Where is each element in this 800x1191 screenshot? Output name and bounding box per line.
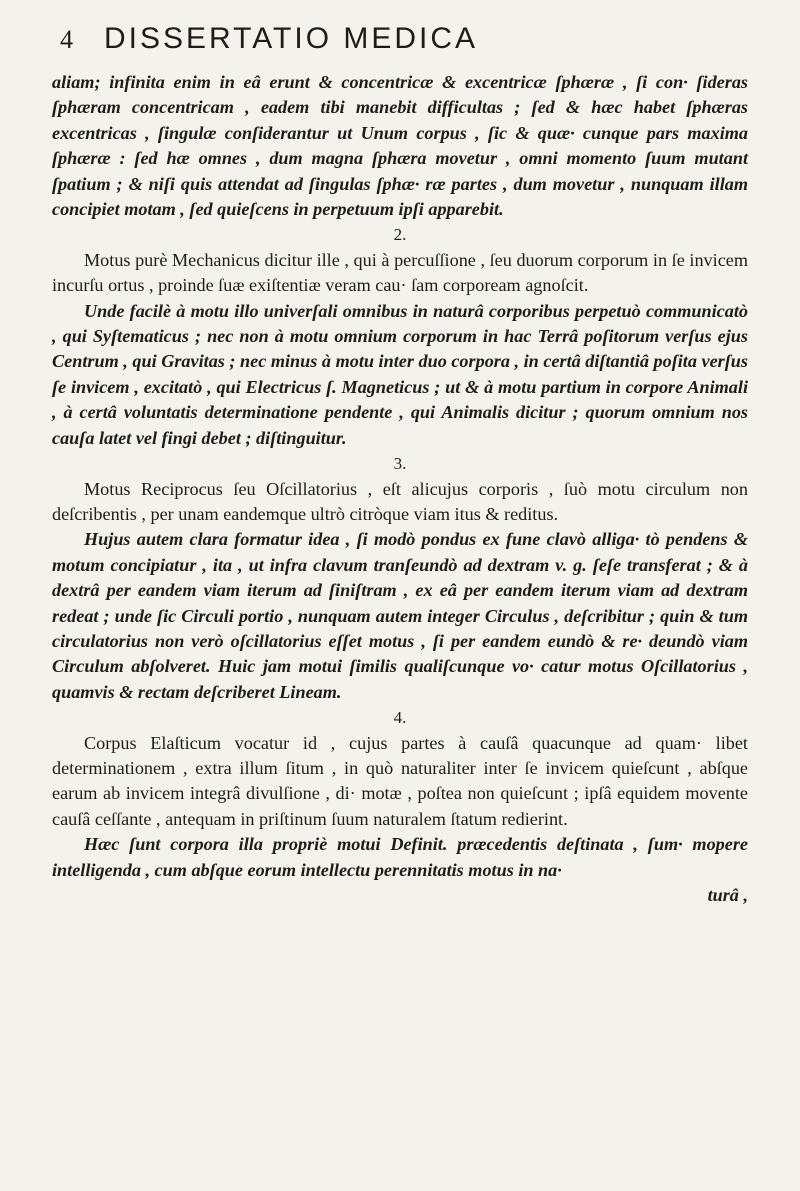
page-number: 4 — [60, 25, 73, 54]
section-number-4: 4. — [393, 708, 407, 728]
catchword: turâ , — [707, 885, 748, 905]
paragraph-unde-facile: Unde facilè à motu illo univerſali omnibus in naturâ corporibus perpetuò communicatò , qui Syſtematicus ; nec non à motu omnium corporum in hac Terrâ poſitorum verſus ejus Centrum , qui Gravitas ; nec minus à motu inter duo corpora , in certâ diſtantiâ poſita verſus ſe invicem , excitatò , qui Electricus ſ. Magneticus ; ut & à motu partium in corpore Animali , à certâ voluntatis determinatione pendente , qui Animalis dicitur ; quorum omnium nos cauſa latet vel fingi debet ; diſtinguitur. — [52, 300, 748, 448]
paragraph-hujus-autem: Hujus autem clara formatur idea , ſi modò pondus ex fune clavò alliga· tò pendens & motum concipiatur , ita , ut infra clavum tranſeundò ad dextram v. g. ſeſe transferat ; & à dextrâ per eandem viam iterum ad ſiniſtram , ex eâ per eandem iterum viam ad dextram redeat ; unde ſic Circuli portio , nunquam autem integer Circulus , deſcribitur ; quin & tum circulatorius non verò oſcillatorius eſſet motus , ſi per eandem eundò & re· deundò viam Circulum abſolveret. Huic jam motui ſimilis qualiſcunque vo· catur motus Oſcillatorius , quamvis & rectam deſcriberet Lineam. — [52, 529, 748, 702]
page-header — [60, 22, 748, 70]
section-number-2: 2. — [393, 225, 407, 245]
body-text — [52, 70, 748, 908]
paragraph-motus-mechanicus: Motus purè Mechanicus dicitur ille , qui à percuſſione , ſeu duorum corporum in ſe invicem incurſu ortus , proinde ſuæ exiſtentiæ veram cau· ſam corpoream agnoſcit. — [52, 249, 748, 296]
running-title: DISSERTATIO MEDICA — [104, 22, 479, 55]
paragraph-haec-sunt: Hæc ſunt corpora illa propriè motui Definit. præcedentis deſtinata , ſum· mopere intelligenda , cum abſque eorum intellectu perennitatis motus in na· — [52, 834, 748, 880]
paragraph-motus-reciprocus: Motus Reciprocus ſeu Oſcillatorius , eſt alicujus corporis , ſuò motu circulum non deſcribentis , per unam eandemque ultrò citròque viam itus & reditus. — [52, 478, 748, 524]
paragraph-continuation: aliam; infinita enim in eâ erunt & concentricæ & excentricæ ſphæræ , ſi con· ſideras ſphæram concentricam , eadem tibi manebit difficultas ; ſed & hæc habet ſphæras excentricas , ſingulæ conſiderantur ut Unum corpus , ſic & quæ· cunque pars maxima ſphæræ : ſed hæ omnes , dum magna ſphæra movetur , omni momento ſuum mutant ſpatium ; & niſi quis attendat ad ſingulas ſphæ· ræ partes , dum movetur , nunquam illam concipiet motam , ſed quieſcens in perpetuum ipſi apparebit. — [52, 72, 748, 220]
paragraph-corpus-elasticum: Corpus Elaſticum vocatur id , cujus partes à cauſâ quacunque ad quam· libet determinationem , extra illum ſitum , in quò naturaliter inter ſe invicem quieſcunt , abſque earum ab invicem integrâ divulſione , di· motæ , poſtea non quieſcunt ; ipſâ equidem movente cauſâ ceſſante , antequam in priſtinum ſuum naturalem ſtatum redierint. — [52, 732, 748, 829]
section-number-3: 3. — [393, 454, 407, 474]
